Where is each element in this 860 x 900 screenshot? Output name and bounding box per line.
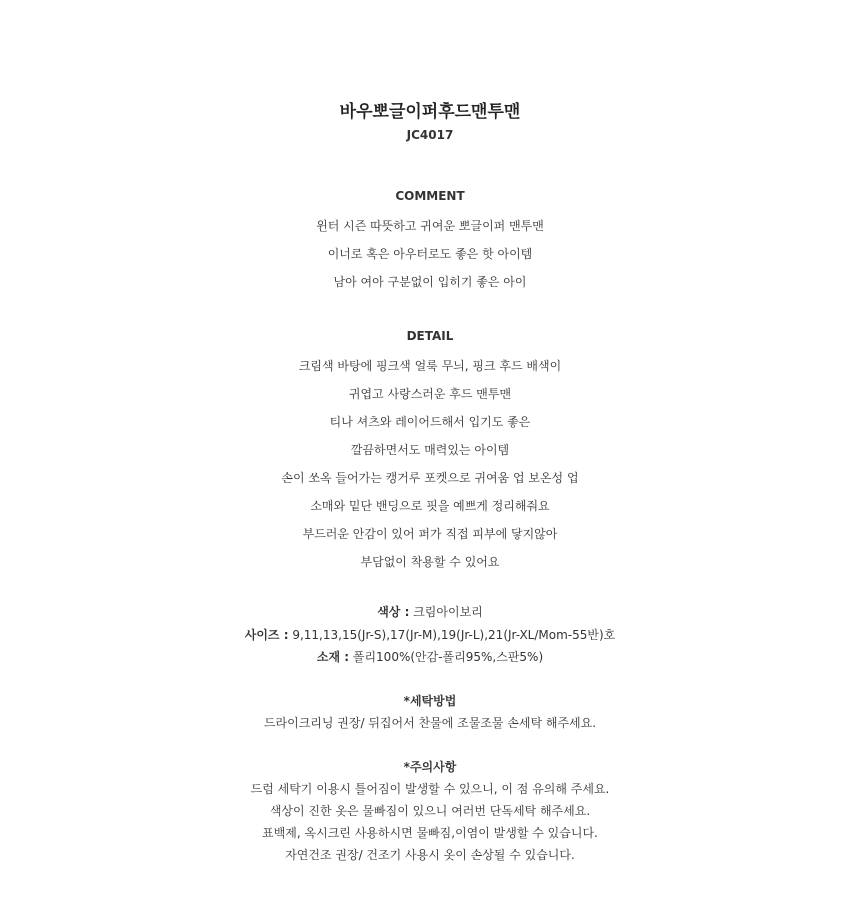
caution-line: 자연건조 권장/ 건조기 사용시 옷이 손상될 수 있습니다. [285, 848, 575, 862]
product-code: JC4017 [406, 128, 454, 142]
spec-size [0, 626, 860, 643]
caution-heading: *주의사항 [403, 760, 457, 774]
detail-line: 손이 쏘옥 들어가는 캥거루 포켓으로 귀여움 업 보온성 업 [281, 471, 579, 485]
spec-size-value: 9,11,13,15(Jr-S),17(Jr-M),19(Jr-L),21(Jr-XL/Mom-55반)호 [288, 628, 616, 642]
spec-material [0, 648, 860, 665]
washing-heading: *세탁방법 [403, 694, 457, 708]
comment-line: 윈터 시즌 따뜻하고 귀여운 뽀글이퍼 맨투맨 [316, 219, 544, 233]
comment-heading: COMMENT [395, 189, 465, 203]
comment-line: 이너로 혹은 아우터로도 좋은 핫 아이템 [327, 247, 533, 261]
spec-size-label: 사이즈 : [244, 628, 289, 642]
detail-line: 부담없이 착용할 수 있어요 [360, 555, 500, 569]
detail-line: 크림색 바탕에 핑크색 얼룩 무늬, 핑크 후드 배색이 [298, 359, 562, 373]
spec-color [0, 603, 860, 620]
spec-color-value: 크림아이보리 [409, 605, 483, 619]
detail-line: 부드러운 안감이 있어 퍼가 직접 피부에 닿지않아 [302, 527, 558, 541]
detail-line: 소매와 밑단 밴딩으로 핏을 예쁘게 정리해줘요 [310, 499, 550, 513]
product-title: 바우뽀글이퍼후드맨투맨 [339, 102, 521, 122]
spec-material-value: 폴리100%(안감-폴리95%,스판5%) [349, 650, 544, 664]
detail-heading: DETAIL [406, 329, 454, 343]
caution-line: 색상이 진한 옷은 물빠짐이 있으니 여러번 단독세탁 해주세요. [269, 804, 591, 818]
caution-line: 드럼 세탁기 이용시 틀어짐이 발생할 수 있으니, 이 점 유의해 주세요. [250, 782, 610, 796]
spec-material-label: 소재 : [316, 650, 350, 664]
comment-line: 남아 여아 구분없이 입히기 좋은 아이 [333, 275, 527, 289]
washing-line: 드라이크리닝 권장/ 뒤집어서 찬물에 조물조물 손세탁 해주세요. [263, 716, 597, 730]
detail-line: 깔끔하면서도 매력있는 아이템 [350, 443, 510, 457]
spec-color-label: 색상 : [377, 605, 410, 619]
detail-line: 귀엽고 사랑스러운 후드 맨투맨 [348, 387, 512, 401]
caution-line: 표백제, 옥시크린 사용하시면 물빠짐,이염이 발생할 수 있습니다. [262, 826, 598, 840]
detail-line: 티나 셔츠와 레이어드해서 입기도 좋은 [329, 415, 531, 429]
